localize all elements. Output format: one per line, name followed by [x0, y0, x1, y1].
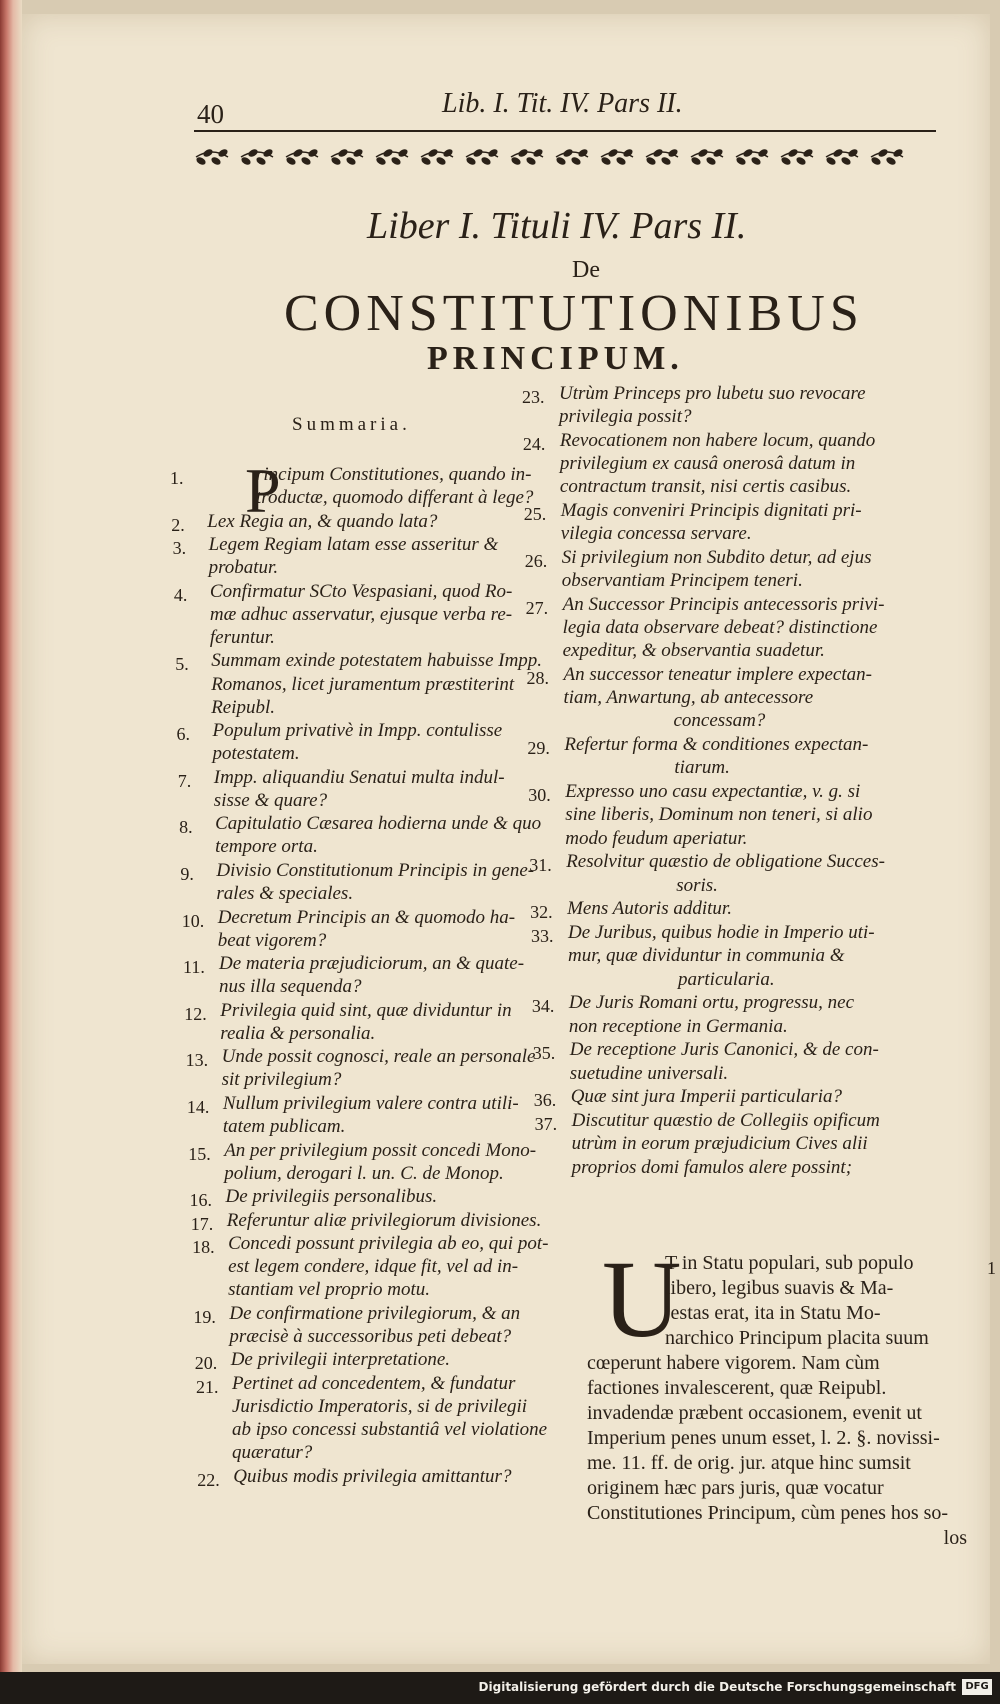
summary-item-line: Revocationem non habere locum, quando [559, 430, 876, 451]
summary-item-line: sit privilegium? [221, 1069, 342, 1091]
summary-item-number: 2. [171, 514, 185, 535]
summary-item-line: De Juribus, quibus hodie in Imperio uti- [568, 922, 875, 944]
summary-item-line: stantiam vel proprio motu. [228, 1279, 431, 1301]
summary-item-number: 4. [173, 584, 188, 605]
summary-item-line: contractum transit, nisi certis casibus. [559, 476, 852, 498]
ornament-leaf [690, 148, 724, 167]
body-line: jestas erat, ita in Statu Mo- [665, 1302, 881, 1324]
summary-item-line: Divisio Constitutionum Principis in gene- [216, 859, 535, 881]
summary-item-line: De materia præjudiciorum, an & quate- [219, 953, 525, 975]
summary-item-line: Decretum Principis an & quomodo ha- [217, 906, 516, 928]
summary-item-line: præcisè à successoribus peti debeat? [229, 1325, 512, 1347]
title-main: CONSTITUTIONIBUS [284, 285, 864, 342]
summary-item-line: Summam exinde potestatem habuisse Impp. [211, 650, 543, 672]
summary-item-line: Utrùm Princeps pro lubetu suo revocare [559, 383, 866, 404]
body-line: los [943, 1527, 967, 1549]
ornament-leaf [870, 148, 904, 167]
summary-item-number: 34. [531, 996, 555, 1017]
summary-item-line: sisse & quare? [213, 789, 328, 811]
summary-item-line: Capitulatio Cæsarea hodierna unde & quo [215, 813, 542, 835]
summary-item-line: polium, derogari l. un. C. de Monop. [224, 1162, 504, 1184]
summary-item-line: tatem publicam. [222, 1116, 346, 1137]
summary-item-line: Confirmatur SCto Vespasiani, quod Ro- [209, 580, 513, 602]
summary-item-line: Quæ sint jura Imperii particularia? [570, 1086, 842, 1108]
margin-number: 1 [987, 1258, 996, 1278]
summary-item-line: De privilegii interpretatione. [230, 1349, 451, 1371]
summary-item-line: troductæ, quomodo differant à lege? [256, 487, 534, 509]
summary-item-line: est legem condere, idque fit, vel ad in- [228, 1256, 519, 1278]
ornament-leaf [555, 148, 589, 167]
body-text [587, 1251, 987, 1551]
summary-item-number: 16. [189, 1190, 212, 1211]
summary-item-line: modo feudum aperiatur. [565, 827, 748, 849]
summary-item-line: privilegium ex causâ onerosâ datum in [559, 453, 856, 475]
summary-item-number: 27. [525, 598, 549, 619]
summaria-heading: Summaria. [292, 414, 411, 435]
ornament-leaf [825, 148, 859, 167]
summary-item-number: 23. [522, 387, 545, 407]
ornament-leaf [330, 148, 364, 167]
summary-item-line: An per privilegium possit concedi Mono- [224, 1139, 537, 1161]
ornament-leaf [510, 148, 544, 167]
summary-item-number: 10. [181, 910, 205, 931]
body-line: originem hæc pars juris, quæ vocatur [587, 1477, 884, 1499]
summary-item-line: Expresso uno casu expectantiæ, v. g. si [565, 781, 861, 803]
summary-item-line: feruntur. [209, 626, 275, 648]
summary-item-number: 28. [526, 668, 549, 689]
ornament-leaf [465, 148, 499, 167]
summary-item-number: 13. [185, 1050, 209, 1071]
ornament-leaf [195, 148, 229, 167]
summary-item-number: 17. [190, 1213, 214, 1234]
summary-item-number: 26. [524, 551, 548, 572]
summary-item-line: Si privilegium non Subdito detur, ad ejus [561, 547, 872, 569]
summary-item-number: 3. [172, 538, 187, 559]
header-rule [194, 130, 936, 132]
book-edge [0, 0, 22, 1704]
summary-item-line: quæratur? [232, 1442, 313, 1464]
ornament-band-icon [194, 142, 954, 172]
summary-item-line: De confirmatione privilegiorum, & an [229, 1302, 521, 1324]
summary-item-number: 11. [183, 957, 205, 978]
running-head: Lib. I. Tit. IV. Pars II. [442, 88, 683, 119]
summary-item-number: 20. [194, 1353, 218, 1374]
summary-item-line: expeditur, & observantia suadetur. [562, 640, 825, 662]
summary-item-line: Referuntur aliæ privilegiorum divisiones. [226, 1209, 542, 1231]
summary-item-number: 6. [176, 724, 190, 745]
summary-item-line: Populum privativè in Impp. contulisse [212, 720, 503, 742]
summary-item-line: mæ adhuc asservatur, ejusque verba re- [209, 603, 513, 625]
summary-item-number: 24. [522, 434, 546, 454]
summary-item-line: observantiam Principem teneri. [561, 570, 803, 592]
summary-item-line: Magis conveniri Principis dignitati pri- [560, 500, 862, 522]
summary-item-number: 22. [197, 1469, 220, 1490]
ornament-leaf [735, 148, 769, 167]
summary-item-line: De receptione Juris Canonici, & de con- [569, 1039, 879, 1061]
summary-item-line: De Juris Romani ortu, progressu, nec [568, 992, 855, 1014]
summary-item-number: 9. [180, 863, 194, 884]
summary-item-line: Refertur forma & conditiones expectan- [564, 734, 869, 756]
summary-item-line: Privilegia quid sint, quæ dividuntur in [220, 999, 512, 1021]
summary-item-line: nus illa sequenda? [219, 976, 362, 998]
summary-item-line: utrùm in eorum præjudicium Cives alii [571, 1133, 868, 1155]
summary-item-number: 12. [184, 1003, 207, 1024]
drop-cap-p: P [245, 455, 281, 526]
summary-item-line: Reipubl. [211, 696, 276, 718]
summary-item-line: suetudine universali. [569, 1062, 729, 1084]
body-line: Imperium penes unum esset, l. 2. §. novissi- [587, 1427, 940, 1449]
ornament-leaf [780, 148, 814, 167]
dfg-logo-icon: DFG [962, 1679, 992, 1695]
summary-item-number: 14. [186, 1096, 210, 1117]
summary-item-line: An Successor Principis antecessoris privi- [562, 594, 885, 616]
summary-item-line: legia data observare debeat? distinctione [562, 617, 878, 639]
summary-item-line: Legem Regiam latam esse asseritur & [208, 534, 499, 556]
ornament-leaf [645, 148, 679, 167]
section-title: Liber I. Tituli IV. Pars II. [367, 205, 747, 247]
ornament-leaf [420, 148, 454, 167]
summary-item-line: beat vigorem? [217, 929, 327, 951]
summary-item-number: 31. [529, 855, 552, 876]
body-line: me. 11. ff. de orig. jur. atque hinc sumsit [587, 1452, 911, 1474]
summary-item-number: 33. [531, 926, 554, 947]
ornament-leaf [375, 148, 409, 167]
summary-item-line: privilegia possit? [559, 406, 692, 428]
summary-item-line: proprios domi famulos alere possint; [571, 1156, 853, 1178]
summary-item-number: 1. [170, 468, 184, 488]
summary-item-line: Pertinet ad concedentem, & fundatur [232, 1372, 516, 1394]
ornament-leaf [240, 148, 274, 167]
book-page [22, 14, 996, 1664]
summary-item-line: Unde possit cognosci, reale an personale [221, 1046, 536, 1068]
summary-item-line: Romanos, licet juramentum præstiterint [211, 673, 515, 695]
summary-item-line: particularia. [678, 968, 775, 990]
summary-item-line: realia & personalia. [220, 1022, 376, 1044]
drop-cap-u: U [602, 1238, 682, 1360]
summary-item-line: Nullum privilegium valere contra utili- [222, 1092, 519, 1114]
summary-item-number: 29. [527, 738, 550, 759]
summary-item-line: mur, quæ dividuntur in communia & [568, 945, 845, 967]
ornament-leaf [600, 148, 634, 167]
title-de: De [572, 257, 600, 283]
summary-item-line: sine liberis, Dominum non teneri, si alio [565, 804, 873, 826]
body-line: libero, legibus suavis & Ma- [665, 1277, 894, 1299]
summary-item-line: Jurisdictio Imperatoris, si de privilegii [232, 1396, 528, 1417]
summary-item-line: vilegia concessa servare. [560, 523, 752, 545]
summary-item-number: 18. [192, 1237, 215, 1258]
summary-item-line: potestatem. [212, 743, 300, 765]
summary-item-line: Discutitur quæstio de Collegiis opificum [571, 1110, 880, 1132]
summary-item-number: 19. [193, 1306, 216, 1327]
summary-item-line: probatur. [208, 557, 279, 579]
summary-item-number: 7. [177, 770, 192, 791]
summary-item-number: 25. [523, 504, 547, 525]
summary-item-line: Quibus modis privilegia amittantur? [233, 1465, 512, 1487]
body-line: invadendæ præbent occasionem, evenit ut [587, 1402, 922, 1424]
footer-credit: Digitalisierung gefördert durch die Deutsche Forschungsgemeinschaft [478, 1680, 956, 1694]
summary-item-number: 15. [188, 1143, 211, 1164]
body-line: Constitutiones Principum, cùm penes hos so- [587, 1502, 949, 1524]
summary-item-line: concessam? [673, 710, 766, 732]
body-line: cœperunt habere vigorem. Nam cùm [587, 1352, 880, 1374]
summary-item-line: Concedi possunt privilegia ab eo, qui pot- [228, 1233, 549, 1255]
summary-item-line: rincipum Constitutiones, quando in- [256, 464, 532, 485]
summary-item-line: non receptione in Germania. [568, 1015, 788, 1037]
body-line: T in Statu populari, sub populo [665, 1252, 914, 1274]
summary-item-line: An successor teneatur implere expectan- [563, 664, 872, 686]
summary-item-line: tiam, Anwartung, ab antecessore [563, 687, 814, 709]
ornament-leaf [285, 148, 319, 167]
body-line: narchico Principum placita suum [665, 1327, 929, 1349]
summary-item-line: Resolvitur quæstio de obligatione Succes- [566, 851, 885, 873]
summary-item-line: rales & speciales. [216, 883, 354, 904]
summary-item-line: Impp. aliquandiu Senatui multa indul- [213, 766, 505, 788]
summary-item-line: De privilegiis personalibus. [225, 1186, 438, 1208]
summary-item-number: 37. [534, 1114, 558, 1135]
summary-item-line: tempore orta. [215, 836, 318, 858]
summary-item-line: tiarum. [674, 757, 730, 779]
summary-item-number: 35. [532, 1043, 556, 1064]
summary-item-line: ab ipso concessi substantiâ vel violatione [232, 1419, 548, 1441]
summary-item-number: 5. [175, 654, 189, 675]
summary-item-number: 8. [179, 817, 193, 838]
body-line: factiones invalescerent, quæ Reipubl. [587, 1377, 887, 1399]
digitization-footer [0, 1672, 1000, 1704]
summary-item-number: 30. [528, 785, 551, 806]
page-number: 40 [197, 99, 224, 129]
title-sub: PRINCIPUM. [427, 340, 684, 377]
summary-item-number: 36. [533, 1090, 557, 1111]
summary-item-number: 32. [530, 902, 553, 923]
summary-item-line: soris. [676, 874, 718, 896]
summary-item-line: Lex Regia an, & quando lata? [207, 510, 438, 532]
summary-item-number: 21. [196, 1376, 219, 1397]
summary-item-line: Mens Autoris additur. [567, 898, 732, 920]
